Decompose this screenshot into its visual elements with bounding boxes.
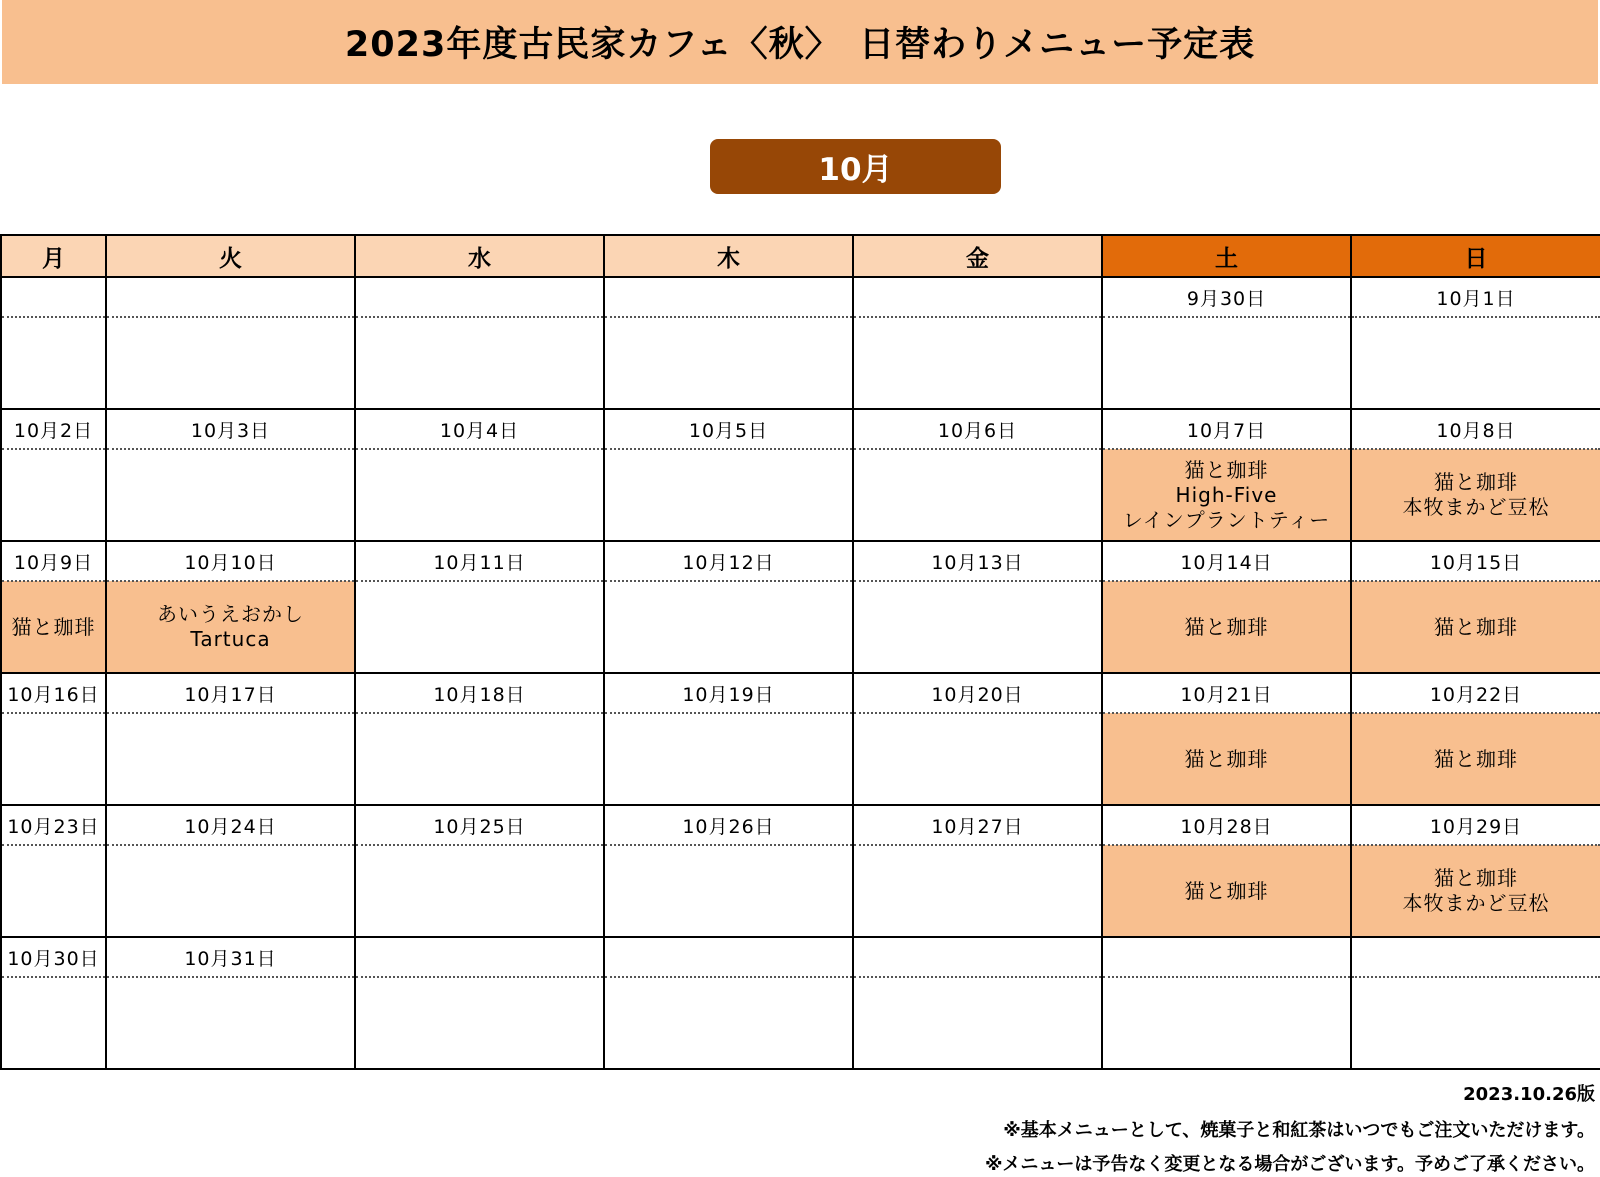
weekday-header-sat: 土 <box>1102 235 1351 277</box>
menu-cell <box>1102 581 1351 673</box>
date-cell <box>106 277 355 317</box>
date-cell: 10月15日 <box>1351 541 1600 581</box>
weekday-header-row <box>1 235 1600 277</box>
menu-item: 猫と珈琲 <box>1434 866 1518 890</box>
date-cell: 10月23日 <box>1 805 106 845</box>
menu-cell <box>853 449 1102 541</box>
menu-item: 猫と珈琲 <box>1184 614 1269 639</box>
date-cell: 10月26日 <box>604 805 853 845</box>
menu-cell <box>355 317 604 409</box>
weekday-header-fri: 金 <box>853 235 1102 277</box>
menu-cell <box>853 713 1102 805</box>
date-cell: 10月20日 <box>853 673 1102 713</box>
date-cell: 10月9日 <box>1 541 106 581</box>
menu-cell <box>1351 449 1600 541</box>
date-cell <box>853 277 1102 317</box>
menu-cell <box>1351 845 1600 937</box>
date-cell: 10月19日 <box>604 673 853 713</box>
date-cell: 10月14日 <box>1102 541 1351 581</box>
menu-cell <box>604 449 853 541</box>
date-cell: 9月30日 <box>1102 277 1351 317</box>
menu-cell <box>604 977 853 1069</box>
date-cell: 10月27日 <box>853 805 1102 845</box>
menu-cell <box>106 317 355 409</box>
menu-cell <box>1 713 106 805</box>
date-cell: 10月21日 <box>1102 673 1351 713</box>
menu-item: 猫と珈琲 <box>1184 457 1269 482</box>
date-cell <box>853 937 1102 977</box>
date-cell: 10月16日 <box>1 673 106 713</box>
menu-cell <box>1102 713 1351 805</box>
month-badge: 10月 <box>710 139 1001 194</box>
menu-cell <box>1 449 106 541</box>
date-cell: 10月24日 <box>106 805 355 845</box>
date-cell: 10月7日 <box>1102 409 1351 449</box>
menu-row <box>1 449 1600 541</box>
menu-cell <box>106 845 355 937</box>
menu-cell <box>106 977 355 1069</box>
date-row <box>1 937 1600 977</box>
date-cell: 10月25日 <box>355 805 604 845</box>
date-cell: 10月22日 <box>1351 673 1600 713</box>
weekday-header-wed: 水 <box>355 235 604 277</box>
date-cell <box>604 937 853 977</box>
menu-cell <box>1351 713 1600 805</box>
menu-cell <box>1351 977 1600 1069</box>
menu-row <box>1 977 1600 1069</box>
date-row <box>1 277 1600 317</box>
menu-cell <box>355 449 604 541</box>
date-cell: 10月13日 <box>853 541 1102 581</box>
date-cell: 10月2日 <box>1 409 106 449</box>
date-cell: 10月12日 <box>604 541 853 581</box>
date-cell: 10月29日 <box>1351 805 1600 845</box>
date-row <box>1 805 1600 845</box>
title-bar <box>2 0 1598 84</box>
date-cell: 10月5日 <box>604 409 853 449</box>
menu-cell <box>1 977 106 1069</box>
menu-item: 猫と珈琲 <box>1434 470 1518 494</box>
menu-cell <box>1102 977 1351 1069</box>
menu-cell <box>1 317 106 409</box>
menu-cell <box>355 581 604 673</box>
date-cell: 10月8日 <box>1351 409 1600 449</box>
menu-item: 猫と珈琲 <box>1184 746 1269 771</box>
menu-cell <box>1351 317 1600 409</box>
calendar-body <box>1 277 1600 1069</box>
menu-cell <box>853 845 1102 937</box>
page-title: 2023年度古民家カフェ〈秋〉 日替わりメニュー予定表 <box>344 25 1256 65</box>
menu-cell <box>604 713 853 805</box>
date-cell: 10月18日 <box>355 673 604 713</box>
menu-cell <box>853 581 1102 673</box>
date-cell <box>1351 937 1600 977</box>
menu-item: レインプラントティー <box>1122 507 1331 532</box>
date-cell <box>355 277 604 317</box>
menu-cell <box>853 977 1102 1069</box>
menu-item: 猫と珈琲 <box>1184 878 1269 903</box>
menu-cell <box>1 845 106 937</box>
date-cell <box>604 277 853 317</box>
menu-item: High-Five <box>1175 482 1278 507</box>
menu-row <box>1 845 1600 937</box>
date-cell <box>355 937 604 977</box>
date-cell: 10月1日 <box>1351 277 1600 317</box>
date-cell: 10月31日 <box>106 937 355 977</box>
menu-cell <box>604 845 853 937</box>
menu-cell <box>604 317 853 409</box>
menu-item: 猫と珈琲 <box>1434 614 1518 639</box>
date-cell: 10月28日 <box>1102 805 1351 845</box>
date-cell <box>1 277 106 317</box>
menu-cell <box>604 581 853 673</box>
calendar-table <box>0 234 1600 1070</box>
date-row <box>1 673 1600 713</box>
note-basic-menu: ※基本メニューとして、焼菓子と和紅茶はいつでもご注文いただけます。 <box>1003 1120 1595 1141</box>
weekday-header-mon: 月 <box>1 235 106 277</box>
weekday-header-sun: 日 <box>1351 235 1600 277</box>
menu-cell <box>355 713 604 805</box>
weekday-header-thu: 木 <box>604 235 853 277</box>
menu-item: あいうえおかし <box>157 602 304 626</box>
menu-cell <box>106 713 355 805</box>
menu-row <box>1 317 1600 409</box>
menu-cell <box>1351 581 1600 673</box>
menu-cell <box>1102 449 1351 541</box>
menu-cell <box>355 845 604 937</box>
date-row <box>1 541 1600 581</box>
menu-cell <box>106 449 355 541</box>
menu-row <box>1 713 1600 805</box>
menu-cell <box>1102 317 1351 409</box>
menu-cell <box>1102 845 1351 937</box>
date-cell <box>1102 937 1351 977</box>
menu-cell <box>1 581 106 673</box>
menu-cell <box>853 317 1102 409</box>
date-cell: 10月30日 <box>1 937 106 977</box>
date-cell: 10月4日 <box>355 409 604 449</box>
date-cell: 10月3日 <box>106 409 355 449</box>
menu-item: 猫と珈琲 <box>1434 746 1518 771</box>
menu-row <box>1 581 1600 673</box>
date-row <box>1 409 1600 449</box>
menu-cell <box>106 581 355 673</box>
version-label: 2023.10.26版 <box>1463 1084 1595 1105</box>
date-cell: 10月6日 <box>853 409 1102 449</box>
weekday-header-tue: 火 <box>106 235 355 277</box>
date-cell: 10月10日 <box>106 541 355 581</box>
note-menu-change: ※メニューは予告なく変更となる場合がございます。予めご了承ください。 <box>984 1154 1595 1175</box>
menu-item: Tartuca <box>190 627 271 651</box>
date-cell: 10月11日 <box>355 541 604 581</box>
menu-item: 本牧まかど豆松 <box>1402 891 1550 915</box>
menu-item: 本牧まかど豆松 <box>1402 495 1550 519</box>
date-cell: 10月17日 <box>106 673 355 713</box>
menu-item: 猫と珈琲 <box>11 614 96 639</box>
menu-cell <box>355 977 604 1069</box>
